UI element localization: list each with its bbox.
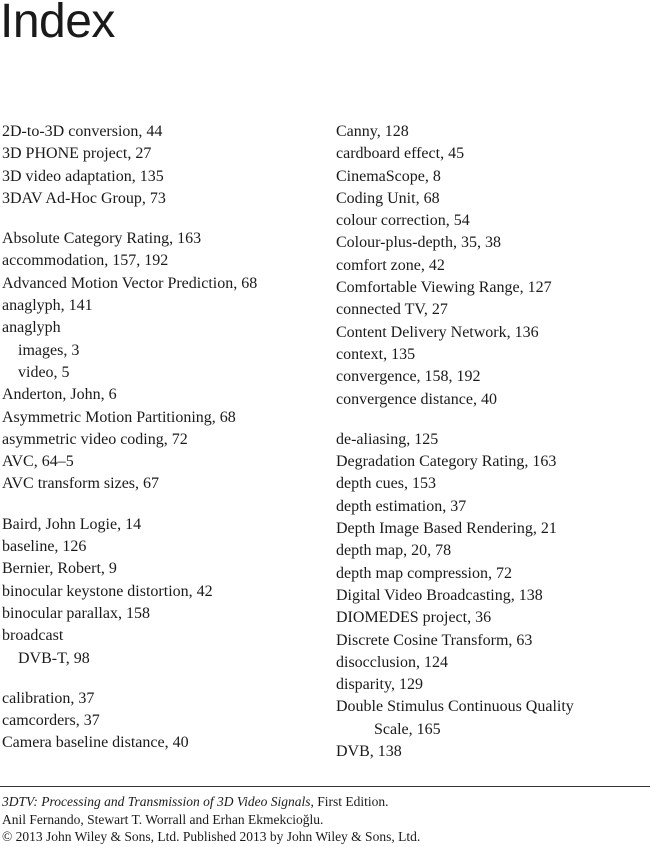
index-entry: anaglyph, 141: [2, 297, 93, 315]
index-entry: Degradation Category Rating, 163: [336, 453, 557, 471]
index-entry: convergence distance, 40: [336, 390, 497, 408]
index-entry: context, 135: [336, 345, 416, 363]
index-entry: depth map, 20, 78: [336, 542, 452, 560]
index-entry: Advanced Motion Vector Prediction, 68: [2, 274, 258, 292]
index-entry: binocular parallax, 158: [2, 604, 150, 622]
index-entry: colour correction, 54: [336, 212, 470, 230]
footer-authors: Anil Fernando, Stewart T. Worrall and Erhan Ekmekcioğlu.: [2, 811, 324, 827]
index-column-left: [2, 121, 322, 755]
index-entry: Absolute Category Rating, 163: [2, 230, 202, 248]
index-entry: anaglyph: [2, 319, 61, 337]
index-entry: depth map compression, 72: [336, 564, 512, 582]
index-entry: baseline, 126: [2, 538, 87, 556]
index-entry: broadcast: [2, 627, 64, 645]
index-entry: disocclusion, 124: [336, 653, 448, 671]
index-entry: depth estimation, 37: [336, 497, 467, 515]
index-subentry: images, 3: [18, 341, 80, 359]
index-entry: 3DAV Ad-Hoc Group, 73: [2, 189, 166, 207]
index-entry: Coding Unit, 68: [336, 189, 440, 207]
index-entry: Asymmetric Motion Partitioning, 68: [2, 408, 236, 426]
footer-copyright: © 2013 John Wiley & Sons, Ltd. Published 2013 by John Wiley & Sons, Ltd.: [2, 829, 421, 844]
index-entry: AVC, 64–5: [2, 453, 74, 471]
index-group-gap: [336, 411, 646, 429]
index-entry: camcorders, 37: [2, 712, 100, 730]
book-edition: , First Edition.: [310, 794, 389, 809]
index-entry: Content Delivery Network, 136: [336, 323, 539, 341]
index-entry-continuation: Scale, 165: [374, 720, 441, 738]
index-column-right: [336, 121, 646, 763]
index-entry: AVC transform sizes, 67: [2, 475, 160, 493]
index-entry: Anderton, John, 6: [2, 386, 117, 404]
index-entry: comfort zone, 42: [336, 256, 445, 274]
index-entry: disparity, 129: [336, 676, 423, 694]
page-title: Index: [0, 0, 115, 48]
index-entry: Double Stimulus Continuous Quality: [336, 698, 574, 716]
index-entry: Bernier, Robert, 9: [2, 560, 117, 578]
index-entry: 3D PHONE project, 27: [2, 145, 152, 163]
index-subentry: video, 5: [18, 363, 70, 381]
index-group-gap: [2, 670, 322, 688]
index-entry: convergence, 158, 192: [336, 368, 481, 386]
index-entry: cardboard effect, 45: [336, 145, 465, 163]
index-entry: accommodation, 157, 192: [2, 252, 169, 270]
index-entry: CinemaScope, 8: [336, 167, 441, 185]
index-entry: Colour-plus-depth, 35, 38: [336, 234, 501, 252]
copyright-footer: [2, 793, 420, 846]
index-group-gap: [2, 210, 322, 228]
index-entry: 3D video adaptation, 135: [2, 167, 164, 185]
index-entry: Baird, John Logie, 14: [2, 515, 142, 533]
index-entry: Canny, 128: [336, 123, 409, 140]
index-entry: Digital Video Broadcasting, 138: [336, 586, 543, 604]
index-entry: DIOMEDES project, 36: [336, 609, 492, 627]
index-entry: de-aliasing, 125: [336, 430, 439, 448]
index-entry: depth cues, 153: [336, 475, 436, 493]
index-entry: binocular keystone distortion, 42: [2, 582, 213, 600]
index-entry: Comfortable Viewing Range, 127: [336, 279, 552, 297]
book-title: 3DTV: Processing and Transmission of 3D Video Signals: [2, 794, 311, 809]
index-group-gap: [2, 496, 322, 514]
index-subentry: DVB-T, 98: [18, 649, 90, 667]
index-entry: Discrete Cosine Transform, 63: [336, 631, 533, 649]
index-entry: DVB, 138: [336, 743, 402, 761]
index-entry: Camera baseline distance, 40: [2, 734, 189, 752]
index-entry: calibration, 37: [2, 689, 95, 707]
index-entry: connected TV, 27: [336, 301, 448, 319]
index-entry: asymmetric video coding, 72: [2, 430, 188, 448]
footer-book-line: [2, 793, 420, 811]
index-entry: Depth Image Based Rendering, 21: [336, 520, 557, 538]
footer-divider: [0, 786, 650, 787]
index-entry: 2D-to-3D conversion, 44: [2, 123, 163, 140]
